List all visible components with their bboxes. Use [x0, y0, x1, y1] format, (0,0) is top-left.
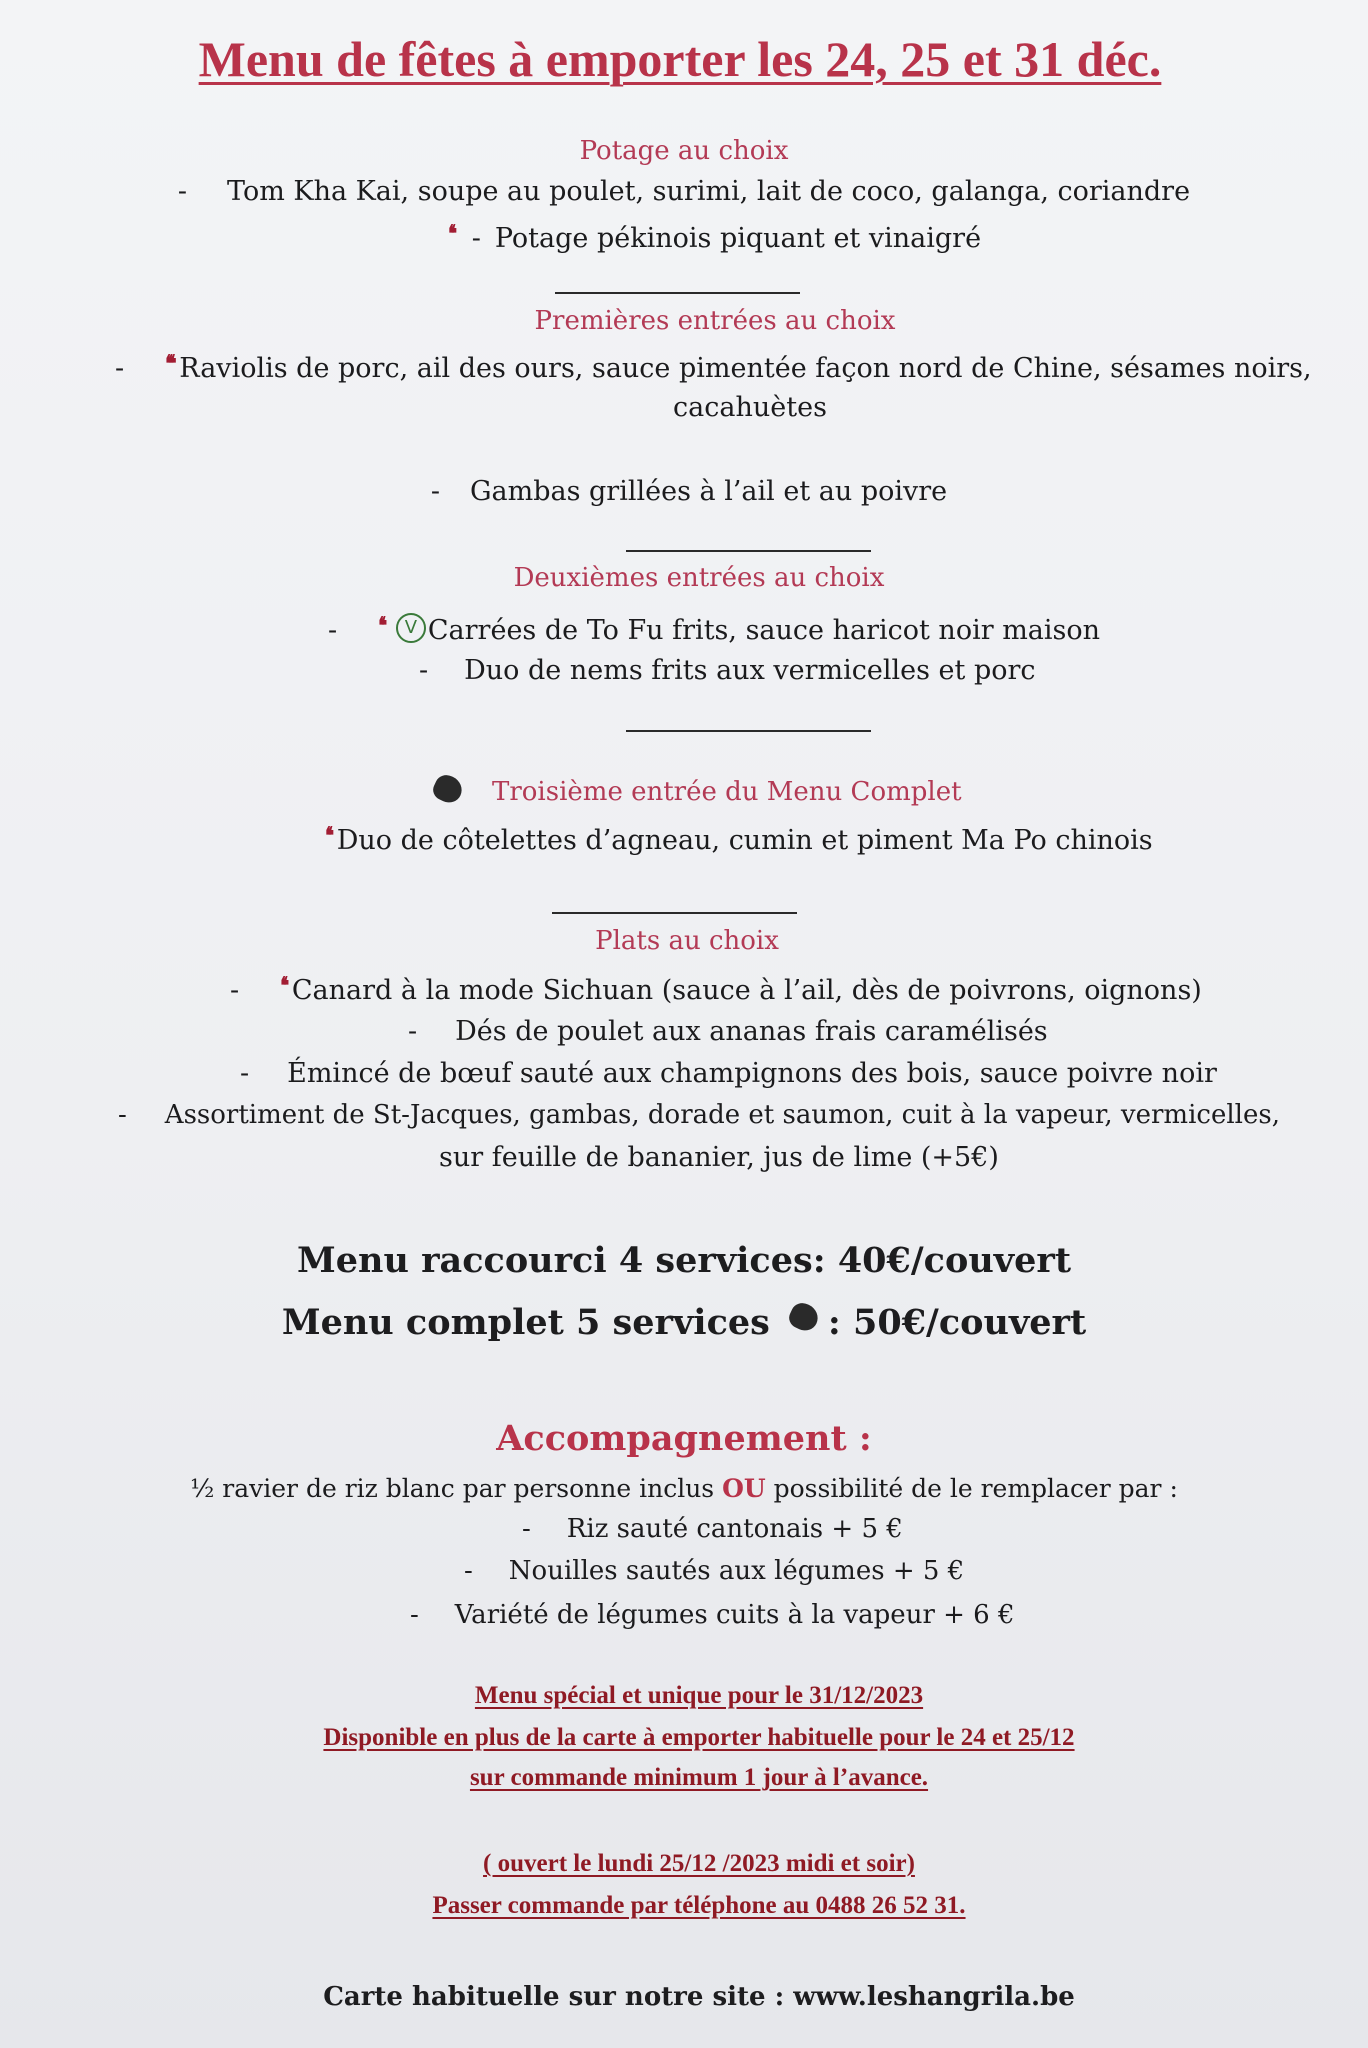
accompagnement-heading: Accompagnement :: [496, 1418, 872, 1459]
list-item: ❛❛ - Potage pékinois piquant et vinaigré: [446, 220, 982, 254]
note-order-advance: sur commande minimum 1 jour à l’avance.: [469, 1764, 929, 1791]
list-item: - ❛❛ V Carrées de To Fu frits, sauce haricot noir maison: [328, 612, 1101, 646]
list-item: - ❛❛❛ Raviolis de porc, ail des ours, sauce pimentée façon nord de Chine, sésames noirs,: [115, 350, 1312, 384]
list-item: - Émincé de bœuf sauté aux champignons des bois, sauce poivre noir: [240, 1058, 1217, 1089]
list-item-continuation: cacahuètes: [673, 392, 827, 423]
note-availability: Disponible en plus de la carte à emporter habituelle pour le 24 et 25/12: [323, 1724, 1075, 1751]
list-item: - Nouilles sautés aux légumes + 5 €: [464, 1556, 965, 1586]
chili-pepper-icon: ❛❛: [377, 612, 382, 642]
list-item: - Variété de légumes cuits à la vapeur + 6 €: [410, 1600, 1015, 1630]
list-item: - Tom Kha Kai, soupe au poulet, surimi, lait de coco, galanga, coriandre: [177, 176, 1191, 207]
potage-heading: Potage au choix: [579, 136, 789, 166]
note-phone: Passer commande par téléphone au 0488 26 52 31.: [432, 1892, 966, 1919]
list-item: - Assortiment de St-Jacques, gambas, dorade et saumon, cuit à la vapeur, vermicelles,: [118, 1100, 1280, 1130]
pepper-mark-icon: [430, 771, 466, 806]
chili-pepper-icon: ❛❛❛: [164, 350, 172, 380]
list-item: ❛❛ Duo de côtelettes d’agneau, cumin et piment Ma Po chinois: [324, 822, 1153, 856]
page-title: Menu de fêtes à emporter les 24, 25 et 31 déc.: [198, 31, 1162, 87]
divider: [626, 730, 871, 732]
price-short: Menu raccourci 4 services: 40€/couvert: [297, 1240, 1071, 1281]
list-item: - Riz sauté cantonais + 5 €: [522, 1514, 903, 1544]
chili-pepper-icon: ❛❛: [446, 220, 452, 250]
list-item: - Dés de poulet aux ananas frais caramélisés: [408, 1016, 1048, 1047]
vegetarian-icon: V: [396, 613, 426, 643]
pepper-mark-icon: [786, 1299, 822, 1334]
note-opening: ( ouvert le lundi 25/12 /2023 midi et soir): [483, 1850, 915, 1877]
premieres-heading: Premières entrées au choix: [534, 306, 896, 336]
divider: [555, 292, 800, 294]
deuxiemes-heading: Deuxièmes entrées au choix: [513, 563, 885, 593]
chili-pepper-icon: ❛❛: [324, 822, 329, 852]
note-special: Menu spécial et unique pour le 31/12/2023: [474, 1682, 924, 1709]
accompagnement-intro: ½ ravier de riz blanc par personne inclus OU possibilité de le remplacer par :: [190, 1474, 1178, 1503]
divider: [552, 912, 797, 914]
list-item: - Gambas grillées à l’ail et au poivre: [430, 476, 948, 507]
footer-website: Carte habituelle sur notre site : www.leshangrila.be: [323, 1982, 1075, 2012]
troisieme-heading-row: Troisième entrée du Menu Complet: [434, 776, 962, 807]
list-item: - ❛❛ Canard à la mode Sichuan (sauce à l’ail, dès de poivrons, oignons): [230, 972, 1202, 1006]
list-item-continuation: sur feuille de bananier, jus de lime (+5€): [439, 1142, 999, 1173]
plats-heading: Plats au choix: [595, 926, 779, 956]
price-complete: Menu complet 5 services : 50€/couvert: [0, 1302, 1368, 1343]
list-item: - Duo de nems frits aux vermicelles et porc: [419, 655, 1036, 686]
divider: [626, 550, 871, 552]
chili-pepper-icon: ❛❛: [279, 972, 284, 1002]
